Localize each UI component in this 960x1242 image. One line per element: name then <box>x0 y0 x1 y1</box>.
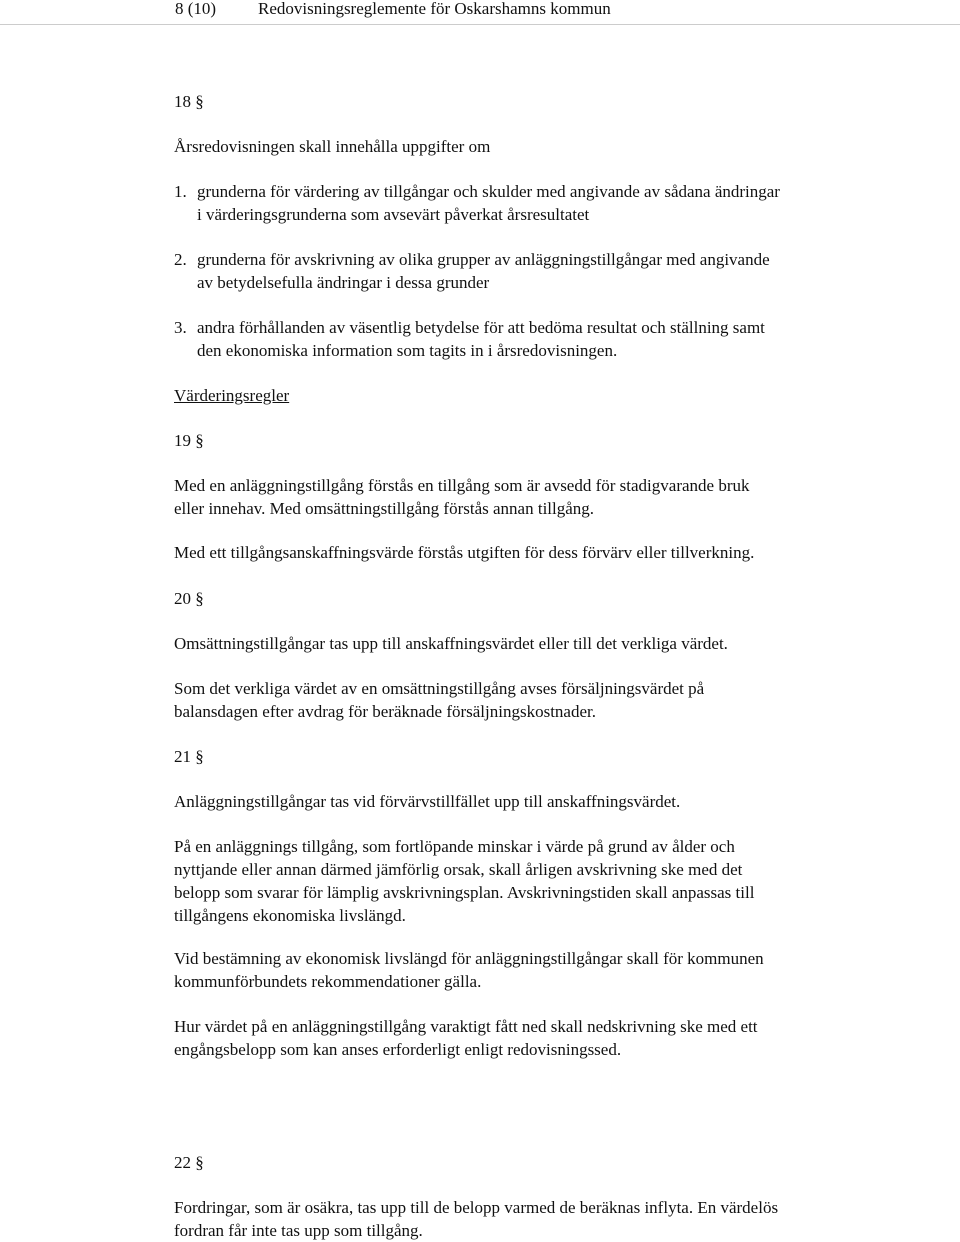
list-item-text: grunderna för värdering av tillgångar och skulder med angivande av sådana ändringar <box>197 182 780 201</box>
paragraph-line: kommunförbundets rekommendationer gälla. <box>174 972 482 991</box>
document-title: Redovisningsreglemente för Oskarshamns kommun <box>258 0 611 18</box>
list-item-number: 3. <box>174 318 187 337</box>
paragraph <box>174 1196 874 1242</box>
paragraph-line: nyttjande eller annan därmed jämförlig orsak, skall årligen avskrivning ske med det <box>174 860 743 879</box>
section-18-heading: 18 § <box>174 92 204 111</box>
section-18-intro: Årsredovisningen skall innehålla uppgifter om <box>174 137 491 156</box>
section-21-heading: 21 § <box>174 747 204 766</box>
list-item-number: 2. <box>174 250 187 269</box>
list-item-text: av betydelsefulla ändringar i dessa grunder <box>197 273 490 292</box>
paragraph-line: Hur värdet på en anläggningstillgång varaktigt fått ned skall nedskrivning ske med ett <box>174 1017 758 1036</box>
paragraph <box>174 1015 874 1061</box>
paragraph <box>174 474 874 520</box>
paragraph <box>174 835 874 927</box>
paragraph-line: Vid bestämning av ekonomisk livslängd för anläggningstillgångar skall för kommunen <box>174 949 764 968</box>
paragraph-line: Med en anläggningstillgång förstås en tillgång som är avsedd för stadigvarande bruk <box>174 476 750 495</box>
list-item-number: 1. <box>174 182 187 201</box>
paragraph-line: På en anläggnings tillgång, som fortlöpande minskar i värde på grund av ålder och <box>174 837 735 856</box>
paragraph <box>174 677 874 723</box>
paragraph: Med ett tillgångsanskaffningsvärde förstås utgiften för dess förvärv eller tillverkning. <box>174 543 755 562</box>
paragraph: Anläggningstillgångar tas vid förvärvstillfället upp till anskaffningsvärdet. <box>174 792 681 811</box>
paragraph-line: balansdagen efter avdrag för beräknade försäljningskostnader. <box>174 702 596 721</box>
paragraph-line: Fordringar, som är osäkra, tas upp till de belopp varmed de beräknas inflyta. En värdelös <box>174 1198 779 1217</box>
list-item-text: i värderingsgrunderna som avsevärt påverkat årsresultatet <box>197 205 590 224</box>
page-header <box>0 0 960 25</box>
list-item-text: andra förhållanden av väsentlig betydelse för att bedöma resultat och ställning samt <box>197 318 765 337</box>
list-item-text: den ekonomiska information som tagits in i årsredovisningen. <box>197 341 618 360</box>
page-number: 8 (10) <box>175 0 217 18</box>
section-title: Värderingsregler <box>174 386 290 405</box>
list-item-text: grunderna för avskrivning av olika grupper av anläggningstillgångar med angivande <box>197 250 770 269</box>
paragraph-line: eller innehav. Med omsättningstillgång förstås annan tillgång. <box>174 499 595 518</box>
paragraph-line: engångsbelopp som kan anses erforderligt enligt redovisningssed. <box>174 1040 622 1059</box>
paragraph-line: tillgångens ekonomiska livslängd. <box>174 906 406 925</box>
section-22-heading: 22 § <box>174 1153 204 1172</box>
paragraph-line: Som det verkliga värdet av en omsättningstillgång avses försäljningsvärdet på <box>174 679 705 698</box>
section-20-heading: 20 § <box>174 589 204 608</box>
paragraph <box>174 947 874 993</box>
section-19-heading: 19 § <box>174 431 204 450</box>
paragraph-line: belopp som svarar för lämplig avskrivningsplan. Avskrivningstiden skall anpassas till <box>174 883 755 902</box>
paragraph: Omsättningstillgångar tas upp till anskaffningsvärdet eller till det verkliga värdet. <box>174 634 728 653</box>
paragraph-line: fordran får inte tas upp som tillgång. <box>174 1221 423 1240</box>
